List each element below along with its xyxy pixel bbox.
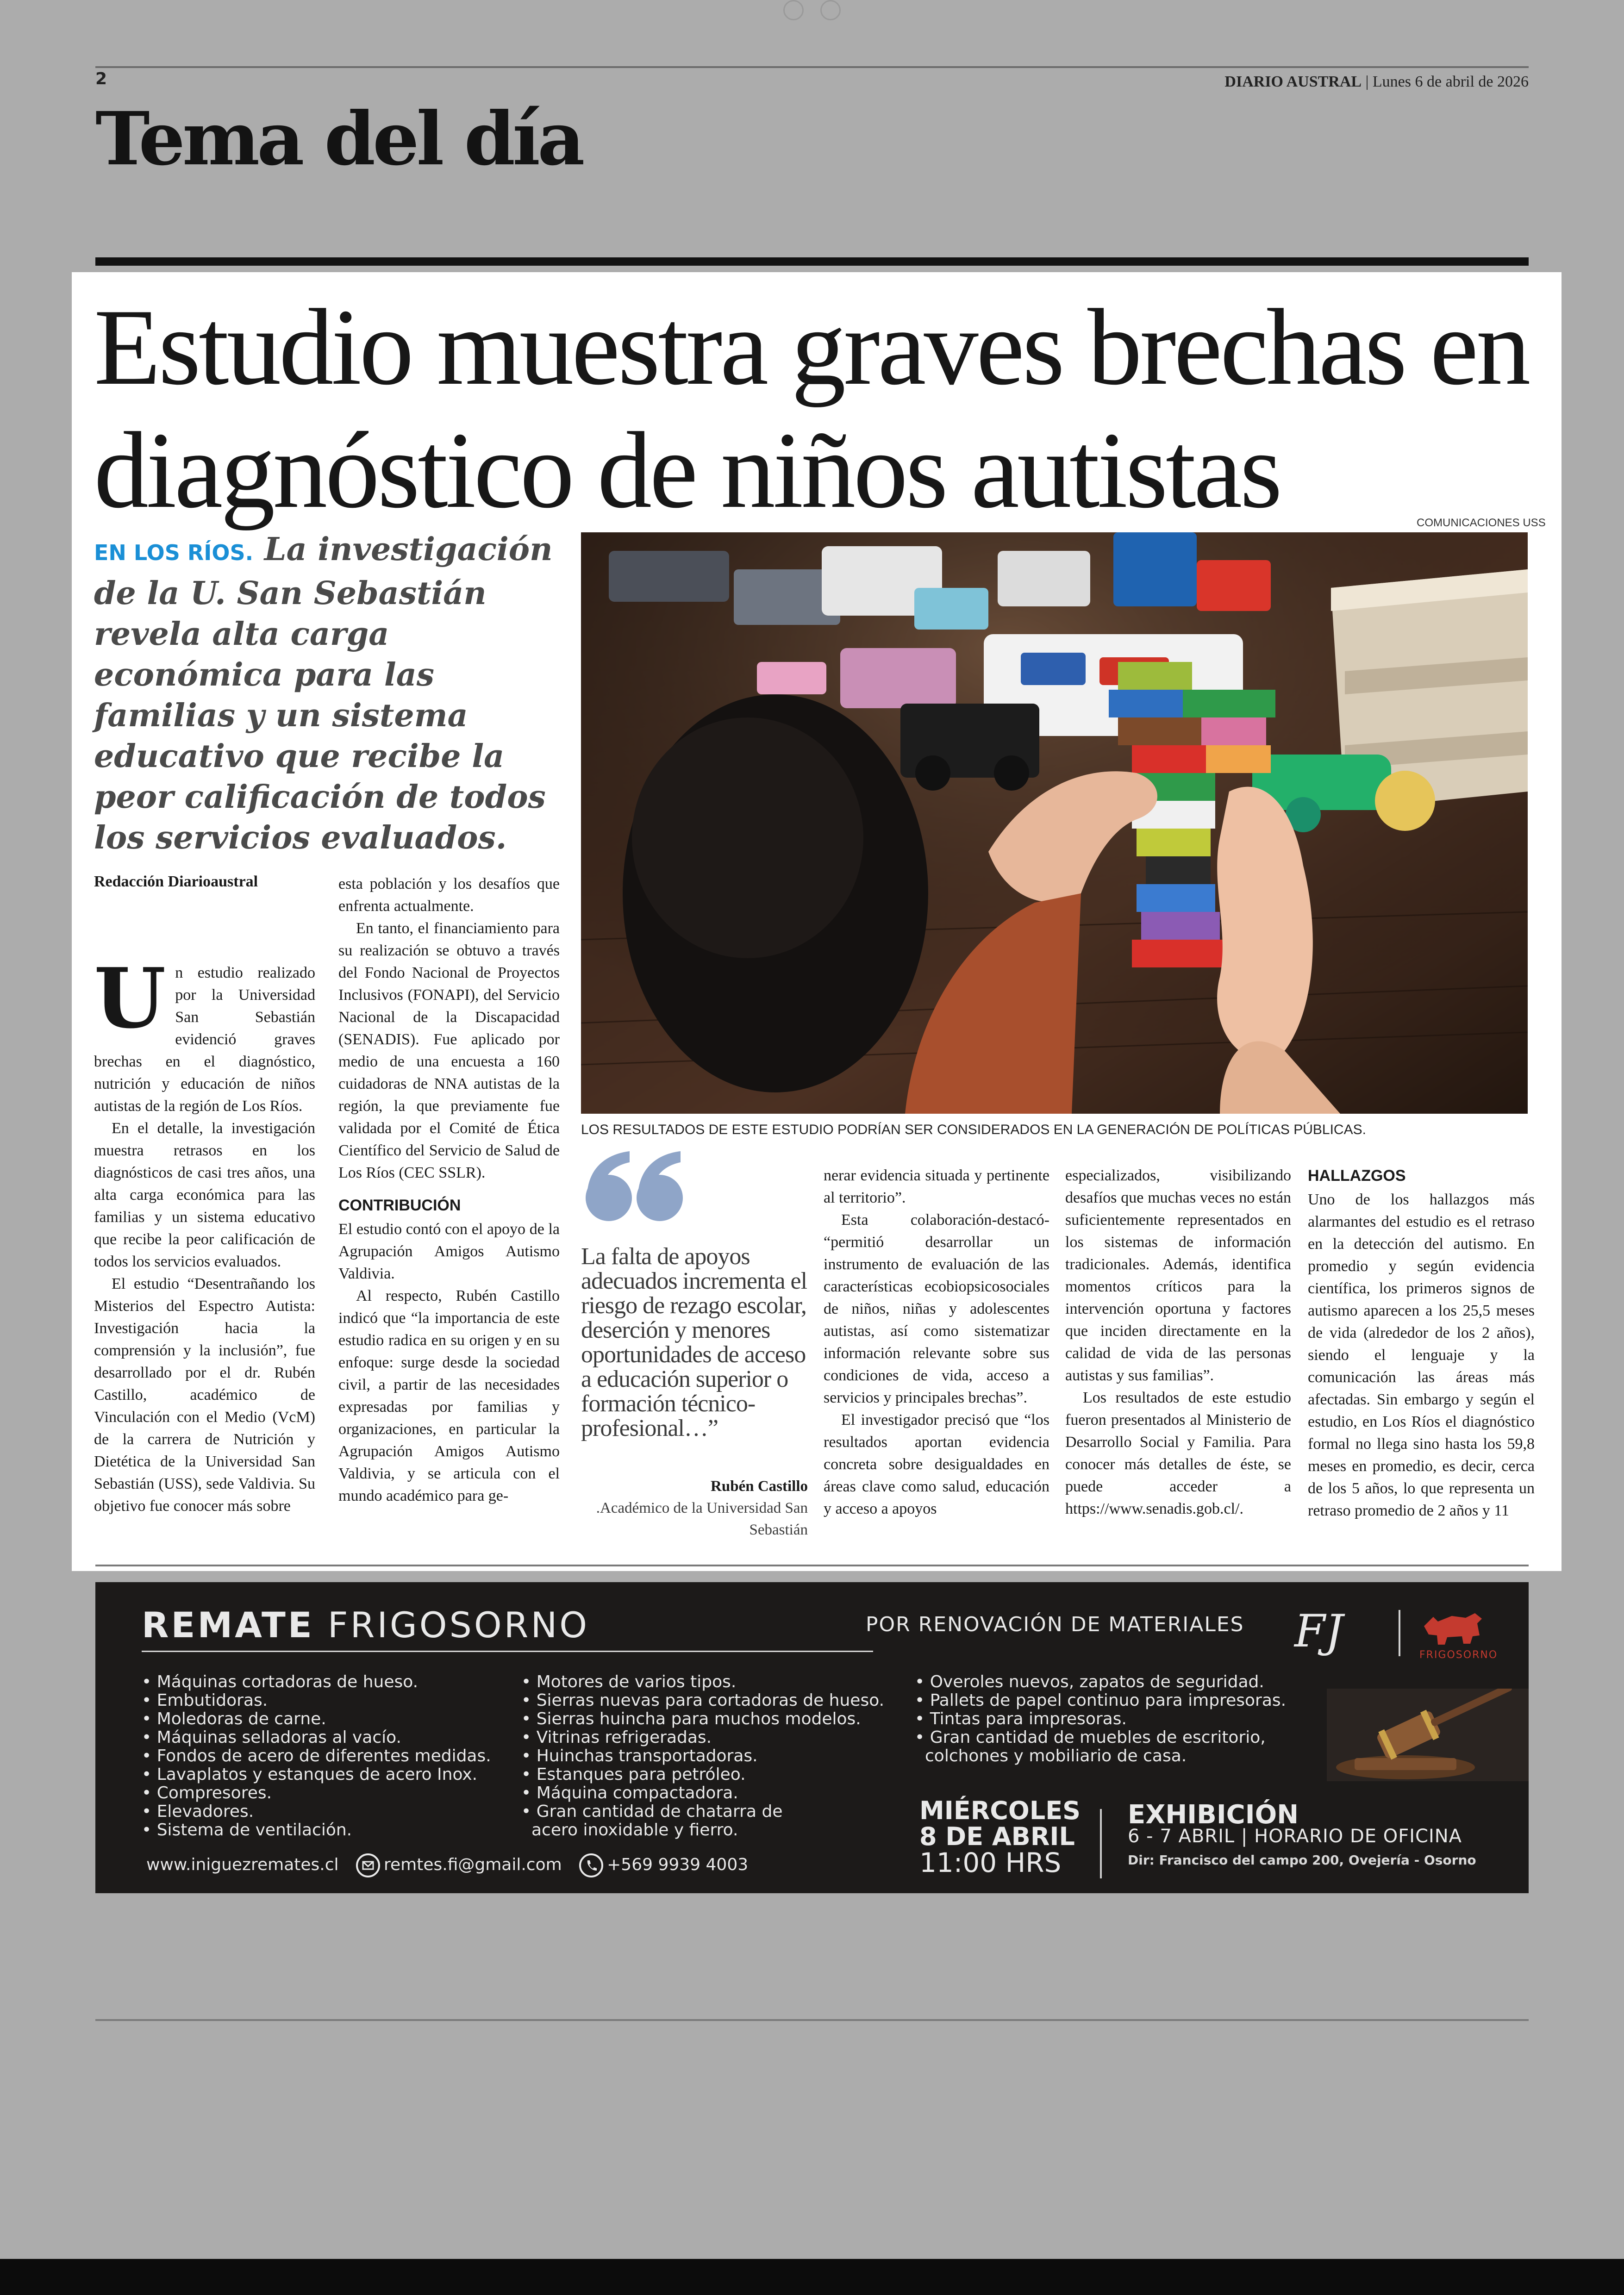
quote-attribution [581, 1476, 808, 1541]
ad-list-item: • Fondos de acero de diferentes medidas. [142, 1747, 491, 1765]
publication-date: | Lunes 6 de abril de 2026 [1365, 73, 1529, 90]
body-paragraph: El estudio “Desentrañando los Misterios del Espectro Autista: Investigación hacia la comprensión y la inclusión”, fue desarrollado por el dr. Rubén Castillo, académico de Vinculación con el Medio (VcM) de la carrera de Nutrición y Dietética de la Universidad San Sebastián (USS), sede Valdivia. Su objetivo fue conocer más sobre [94, 1275, 315, 1515]
article-block[interactable] [72, 272, 1562, 1571]
bottom-rule [95, 2019, 1529, 2021]
ad-list-item: • Gran cantidad de chatarra de [521, 1802, 884, 1821]
ad-list-item: • Sierras huincha para muchos modelos. [521, 1710, 884, 1728]
ad-time: 11:00 HRS [919, 1847, 1062, 1878]
quote-author-role: .Académico de la Universidad San Sebastián [596, 1500, 808, 1538]
ad-list-item: • Moledoras de carne. [142, 1710, 491, 1728]
ad-date-text: 8 DE ABRIL [919, 1822, 1075, 1851]
body-paragraph: nerar evidencia situada y pertinente al territorio”. [824, 1167, 1049, 1206]
ad-email-link[interactable]: remtes.fi@gmail.com [384, 1855, 562, 1874]
column-2 [338, 873, 560, 1507]
ad-tagline: POR RENOVACIÓN DE MATERIALES [866, 1613, 1244, 1636]
ad-list-item: • Motores de varios tipos. [521, 1673, 884, 1691]
ad-title-rule [142, 1651, 873, 1652]
subhead-hallazgos: HALLAZGOS [1308, 1167, 1406, 1185]
quote-author: Rubén Castillo [711, 1478, 808, 1495]
ad-separator [1100, 1809, 1102, 1878]
phone-icon [579, 1853, 603, 1877]
ad-list-1 [142, 1673, 491, 1840]
body-paragraph: Uno de los hallazgos más alarmantes del estudio es el retraso en la detección del autismo. En promedio y según evidencia científica, los primeros signos de autismo aparecen a los 25,5 meses de vida (alrededor de los 2 años), siendo el lenguaje y la comunicación las áreas más afectadas. Sin embargo y según el estudio, en Los Ríos el diagnóstico formal no llega sino hasta los 59,8 meses en promedio, es decir, cerca de los 5 años, lo que representa un retraso promedio de 2 años y 11 [1308, 1191, 1535, 1519]
bull-logo-icon [1419, 1608, 1489, 1650]
ad-list-item: • Gran cantidad de muebles de escritorio, [915, 1728, 1286, 1747]
column-6 [1308, 1165, 1535, 1522]
divider-rule [95, 1565, 1529, 1566]
ad-list-item: • Sistema de ventilación. [142, 1821, 491, 1840]
publication-name: DIARIO AUSTRAL [1224, 73, 1362, 90]
column-4 [824, 1165, 1049, 1520]
ad-contact-line [146, 1853, 748, 1877]
body-paragraph: El investigador precisó que “los resultados aportan evidencia concreta sobre desigualdades en áreas clave como salud, educación y acceso a apoyos [824, 1411, 1049, 1517]
subhead-contribucion: CONTRIBUCIÓN [338, 1197, 461, 1214]
ad-list-item: • Estanques para petróleo. [521, 1765, 884, 1784]
lead-text: La investigación de la U. San Sebastián revela alta carga económica para las familias y un sistema educativo que recibe la peor calificación de todos los servicios evaluados. [94, 531, 553, 856]
ad-list-item: • Elevadores. [142, 1802, 491, 1821]
page-number: 2 [95, 69, 107, 88]
ad-exhibition-dates: 6 - 7 ABRIL | HORARIO DE OFICINA [1128, 1826, 1462, 1847]
ad-list-item: • Lavaplatos y estanques de acero Inox. [142, 1765, 491, 1784]
ad-list-item-continued: acero inoxidable y fierro. [531, 1821, 738, 1840]
ad-title-light: FRIGOSORNO [327, 1604, 590, 1646]
pager-prev-dot[interactable] [783, 0, 804, 20]
ad-list-item: • Tintas para impresoras. [915, 1710, 1286, 1728]
body-paragraph: En el detalle, la investigación muestra retrasos en los diagnósticos de casi tres años, una alta carga económica para las familias y un sistema educativo que recibe la peor calificación de todos los servicios evaluados. [94, 1120, 315, 1270]
body-paragraph: Esta colaboración-destacó- “permitió desarrollar un instrumento de evaluación de las características ecobiopsicosociales de niños, niñas y adolescentes autistas, así como sistematizar información relevante sobre sus condiciones de vida, acceso a servicios y principales brechas”. [824, 1211, 1049, 1406]
ad-website-link[interactable]: www.iniguezremates.cl [146, 1855, 339, 1874]
lead-paragraph [94, 529, 562, 858]
page-header [1224, 73, 1529, 91]
ad-phone-link[interactable]: +569 9939 4003 [607, 1855, 749, 1874]
viewer-bottom-bar [0, 2259, 1624, 2295]
ad-day: MIÉRCOLES [919, 1796, 1081, 1825]
ad-list-item: • Vitrinas refrigeradas. [521, 1728, 884, 1747]
top-rule [95, 66, 1529, 68]
ad-list-item-continued: colchones y mobiliario de casa. [925, 1746, 1187, 1765]
pull-quote: La falta de apoyos adecuados incrementa el riesgo de rezago escolar, deserción y menores oportunidades de acceso a educación superior o formación técnico-profesional…” [581, 1243, 807, 1441]
ad-list-item: • Huinchas transportadoras. [521, 1747, 884, 1765]
advertisement-remate[interactable] [95, 1582, 1529, 1893]
quote-icon [583, 1149, 685, 1226]
ad-list-item: • Embutidoras. [142, 1691, 491, 1710]
headline: Estudio muestra graves brechas en diagnóstico de niños autistas [94, 287, 1529, 531]
ad-list-item: • Overoles nuevos, zapatos de seguridad. [915, 1673, 1286, 1691]
body-paragraph: El estudio contó con el apoyo de la Agrupación Amigos Autismo Valdivia. [338, 1221, 560, 1282]
ad-list-2 [521, 1673, 884, 1840]
gavel-icon [1327, 1689, 1529, 1783]
ad-auction-date [919, 1798, 1081, 1876]
body-paragraph: Al respecto, Rubén Castillo indicó que “la importancia de este estudio radica en su origen y en su enfoque: surge desde la sociedad civil, a partir de las necesidades expresadas por familias y organizaciones, en particular la Agrupación Amigos Autismo Valdivia, y se articula con el mundo académico para ge- [338, 1287, 560, 1504]
body-paragraph: Los resultados de este estudio fueron presentados al Ministerio de Desarrollo Social y Familia. Para conocer más detalles de éste, se puede acceder a https://www.senadis.gob.cl/. [1065, 1389, 1291, 1517]
pager-next-dot[interactable] [820, 0, 841, 20]
ad-address: Dir: Francisco del campo 200, Ovejería - Osorno [1128, 1852, 1476, 1868]
body-paragraph: esta población y los desafíos que enfrenta actualmente. [338, 875, 560, 915]
drop-cap: U [94, 950, 166, 1047]
ad-title-bold: REMATE [142, 1604, 314, 1646]
body-paragraph: especializados, visibilizando desafíos que muchas veces no están suficientemente representados en los sistemas de información tradicionales. Además, identifica momentos críticos para la intervención oportuna y factores que inciden directamente en la calidad de vida de las personas autistas y sus familias”. [1065, 1167, 1291, 1384]
photo-caption: LOS RESULTADOS DE ESTE ESTUDIO PODRÍAN SER CONSIDERADOS EN LA GENERACIÓN DE POLÍTICAS PÚBLICAS. [581, 1122, 1366, 1137]
ad-list-item: • Máquinas selladoras al vacío. [142, 1728, 491, 1747]
column-1 [94, 950, 315, 1517]
ad-title [142, 1604, 589, 1646]
email-icon [356, 1853, 380, 1877]
ad-list-3 [915, 1673, 1286, 1765]
byline: Redacción Diarioaustral [94, 873, 258, 890]
ad-logo-separator [1399, 1610, 1400, 1656]
section-rule [95, 257, 1529, 266]
section-title: Tema del día [95, 96, 582, 182]
column-5 [1065, 1165, 1291, 1520]
ad-list-item: • Sierras nuevas para cortadoras de hueso. [521, 1691, 884, 1710]
ad-list-item: • Compresores. [142, 1784, 491, 1802]
body-paragraph: En tanto, el financiamiento para su realización se obtuvo a través del Fondo Nacional de Proyectos Inclusivos (FONAPI), del Servicio Nacional de la Discapacidad (SENADIS). Fue aplicado por medio de una encuesta a 160 cuidadoras de NNA autistas de la región, la que previamente fue validada por el Comité de Ética Científico del Servicio de Salud de Los Ríos (CEC SSLR). [338, 920, 560, 1181]
article-photo[interactable] [581, 532, 1528, 1114]
ad-exhibition-title: EXHIBICIÓN [1128, 1800, 1299, 1830]
body-paragraph: n estudio realizado por la Universidad San Sebastián evidenció graves brechas en el diagnóstico, nutrición y educación de niños autistas de la región de Los Ríos. [94, 964, 315, 1115]
ad-logo: FJ [1294, 1605, 1343, 1657]
ad-list-item: • Máquinas cortadoras de hueso. [142, 1673, 491, 1691]
lead-kicker: EN LOS RÍOS. [94, 540, 254, 565]
ad-logo-label: FRIGOSORNO [1419, 1649, 1498, 1661]
ad-list-item: • Pallets de papel continuo para impresoras. [915, 1691, 1286, 1710]
photo-credit: COMUNICACIONES USS [1417, 517, 1546, 529]
ad-list-item: • Máquina compactadora. [521, 1784, 884, 1802]
